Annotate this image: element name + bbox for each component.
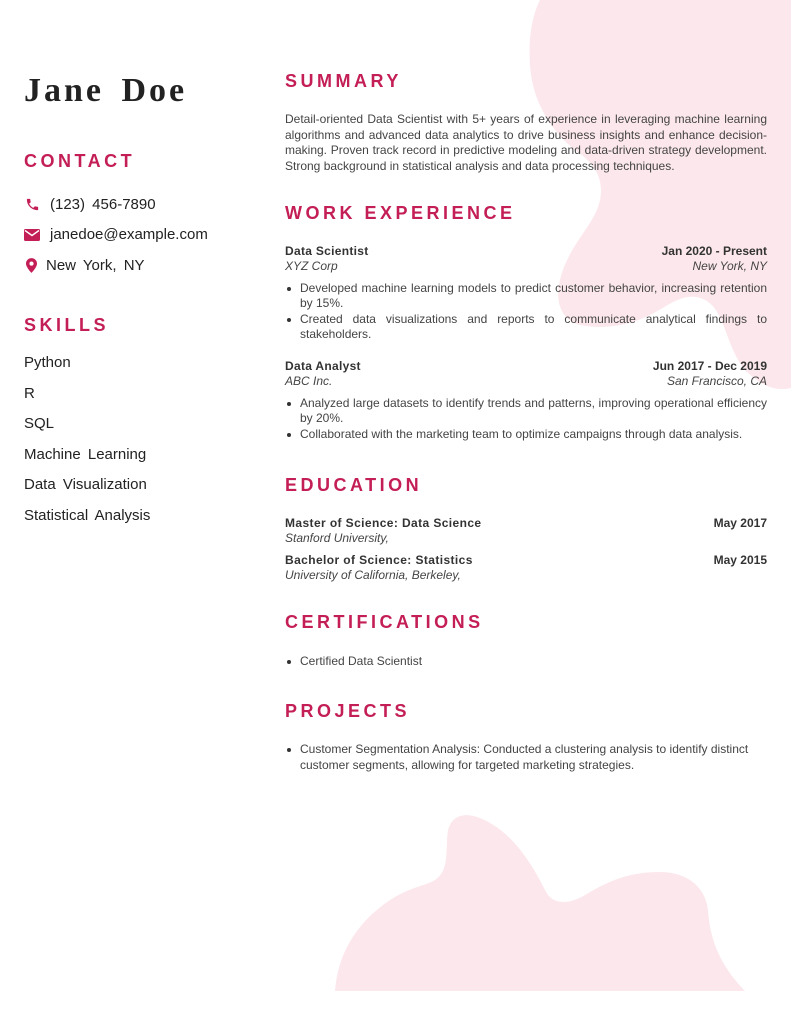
skill-item: Python	[24, 354, 71, 371]
education-heading: EDUCATION	[285, 475, 423, 495]
job-entry	[285, 359, 767, 442]
summary-text: Detail-oriented Data Scientist with 5+ years of experience in leveraging machine learning algorithms and advanced data analytics to drive business insights and enhance decision-making. Proven track record in predictive modeling and data-driven strategy development. Strong background in statistical analysis and data processing techniques.	[285, 112, 767, 173]
job-dates: Jan 2020 - Present	[661, 244, 767, 258]
job-bullets	[285, 281, 767, 343]
skill-item: R	[24, 384, 35, 402]
certification-item: Certified Data Scientist	[285, 654, 767, 670]
graduation-date: May 2015	[713, 553, 767, 567]
job-company: ABC Inc.	[285, 374, 333, 388]
certifications-list	[285, 654, 767, 670]
skills-list	[24, 353, 150, 536]
projects-list	[285, 742, 767, 773]
contact-list	[24, 189, 208, 281]
job-location: New York, NY	[692, 259, 767, 273]
phone-icon	[24, 196, 40, 212]
skills-heading: SKILLS	[24, 315, 110, 335]
candidate-name: Jane Doe	[24, 72, 188, 109]
skill-item: SQL	[24, 415, 55, 432]
job-bullet: Collaborated with the marketing team to optimize campaigns through data analysis.	[285, 427, 767, 443]
job-company: XYZ Corp	[285, 259, 338, 273]
job-bullet: Developed machine learning models to predict customer behavior, increasing retention by 15%.	[285, 281, 767, 312]
contact-email[interactable]	[24, 220, 208, 251]
work-experience-heading: WORK EXPERIENCE	[285, 203, 516, 223]
skill-item: Statistical Analysis	[24, 506, 151, 524]
certifications-heading: CERTIFICATIONS	[285, 612, 484, 632]
map-pin-icon	[24, 257, 38, 273]
job-entry	[285, 244, 767, 343]
skill-item: Data Visualization	[24, 476, 147, 493]
job-bullet: Analyzed large datasets to identify trends and patterns, improving operational efficiency by 20%.	[285, 396, 767, 427]
skill-item: Machine Learning	[24, 445, 147, 463]
contact-location	[24, 250, 208, 281]
graduation-date: May 2017	[713, 516, 767, 530]
phone-text: (123) 456-7890	[50, 195, 156, 213]
email-text: janedoe@example.com	[50, 226, 208, 244]
project-item: Customer Segmentation Analysis: Conducted a clustering analysis to identify distinct customer segments, allowing for targeted marketing strategies.	[285, 742, 767, 773]
envelope-icon	[24, 227, 40, 243]
job-bullets	[285, 396, 767, 443]
summary-heading: SUMMARY	[285, 71, 402, 91]
contact-phone[interactable]	[24, 189, 208, 220]
job-role: Data Analyst	[285, 359, 361, 373]
contact-heading: CONTACT	[24, 151, 136, 171]
education-entry	[285, 553, 767, 584]
job-bullet: Created data visualizations and reports to communicate analytical findings to stakeholders.	[285, 312, 767, 343]
degree: Master of Science: Data Science	[285, 516, 482, 530]
school: University of California, Berkeley,	[285, 568, 461, 582]
job-role: Data Scientist	[285, 244, 369, 258]
job-location: San Francisco, CA	[666, 374, 767, 388]
location-text: New York, NY	[46, 256, 145, 274]
school: Stanford University,	[285, 531, 389, 545]
projects-heading: PROJECTS	[285, 701, 411, 721]
degree: Bachelor of Science: Statistics	[285, 553, 473, 567]
education-entry	[285, 516, 767, 547]
job-dates: Jun 2017 - Dec 2019	[652, 359, 767, 373]
